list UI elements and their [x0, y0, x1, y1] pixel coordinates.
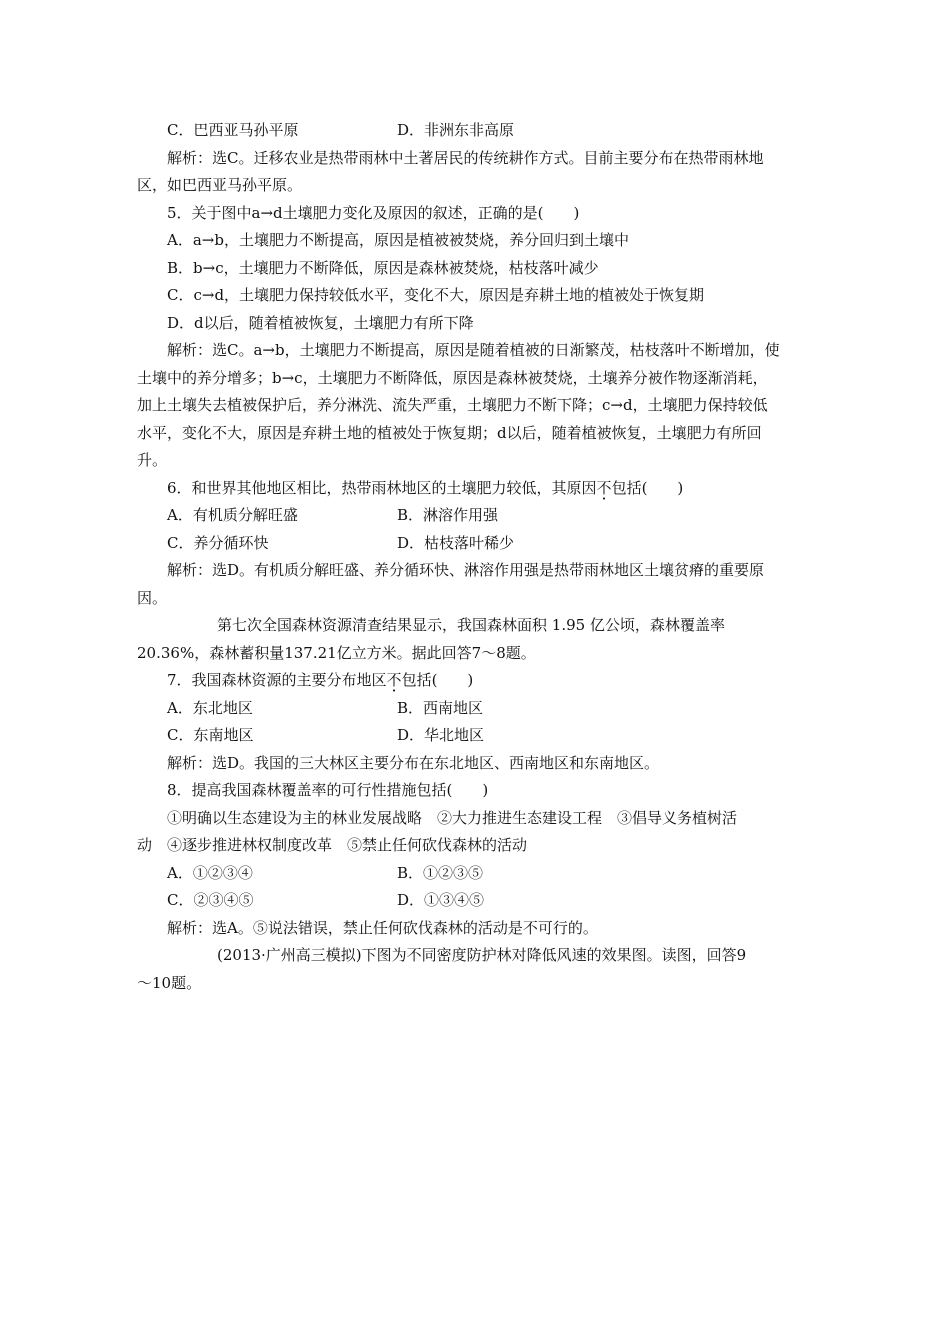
q5-analysis-line: 加上土壤失去植被保护后，养分淋洗、流失严重，土壤肥力不断下降；c→d，土壤肥力保持较低 — [137, 396, 768, 414]
q5-analysis-line: 解析：选C。a→b，土壤肥力不断提高，原因是随着植被的日渐繁茂，枯枝落叶不断增加，使 — [167, 341, 780, 359]
q5-analysis-line: 土壤中的养分增多；b→c，土壤肥力不断降低，原因是森林被焚烧，土壤养分被作物逐渐消耗， — [137, 368, 768, 387]
q6-option-d: D．枯枝落叶稀少 — [397, 533, 515, 552]
q8-items-line: ①明确以生态建设为主的林业发展战略 ②大力推进生态建设工程 ③倡导义务植树活 — [167, 808, 738, 827]
q7-option-b: B．西南地区 — [397, 698, 484, 717]
q7-options-cd — [137, 722, 817, 750]
q4-option-d: D．非洲东非高原 — [397, 121, 515, 139]
emphasis-dot-word: 不 — [386, 671, 402, 689]
q8-option-b: B．①②③⑤ — [397, 863, 484, 882]
q6-analysis-line: 因。 — [137, 588, 168, 607]
q4-options-cd — [137, 117, 817, 145]
q8-option-c: C．②③④⑤ — [167, 891, 254, 909]
q5-option-d: D．d以后，随着植被恢复，土壤肥力有所下降 — [167, 313, 474, 332]
q6-stem-text: 包括( ) — [611, 478, 684, 497]
material-9-10-line: (2013·广州高三模拟)下图为不同密度防护林对降低风速的效果图。读图，回答9 — [217, 946, 747, 964]
q4-analysis-line: 区，如巴西亚马孙平原。 — [137, 176, 303, 194]
q4-analysis-line: 解析：选C。迁移农业是热带雨林中土著居民的传统耕作方式。目前主要分布在热带雨林地 — [167, 148, 764, 167]
q8-options-ab — [137, 860, 817, 888]
material-7-8-line: 第七次全国森林资源清查结果显示，我国森林面积 1.95 亿公顷，森林覆盖率 — [217, 616, 725, 634]
q6-options-cd — [137, 530, 817, 558]
q5-analysis-line: 升。 — [137, 451, 168, 469]
q6-stem — [137, 475, 817, 503]
q5-analysis-line: 水平，变化不大，原因是弃耕土地的植被处于恢复期；d以后，随着植被恢复，土壤肥力有所回 — [137, 423, 762, 442]
emphasis-dot-word: 不 — [596, 478, 612, 497]
q8-items-line: 动 ④逐步推进林权制度改革 ⑤禁止任何砍伐森林的活动 — [137, 836, 528, 854]
q7-stem — [137, 667, 817, 695]
q7-option-c: C．东南地区 — [167, 726, 254, 744]
q7-option-a: A．东北地区 — [167, 698, 253, 717]
q8-option-a: A．①②③④ — [167, 863, 253, 882]
q7-stem-text: 包括( ) — [401, 671, 474, 689]
q6-option-a: A．有机质分解旺盛 — [167, 506, 298, 524]
q5-option-a: A．a→b，土壤肥力不断提高，原因是植被被焚烧，养分回归到土壤中 — [167, 231, 629, 249]
q8-analysis-line: 解析：选A。⑤说法错误，禁止任何砍伐森林的活动是不可行的。 — [167, 918, 598, 937]
material-9-10-line: ～10题。 — [137, 973, 202, 992]
q7-stem-text: 7．我国森林资源的主要分布地区 — [167, 671, 387, 689]
q7-analysis-line: 解析：选D。我国的三大林区主要分布在东北地区、西南地区和东南地区。 — [167, 753, 660, 772]
q7-options-ab — [137, 695, 817, 723]
q6-analysis-line: 解析：选D。有机质分解旺盛、养分循环快、淋溶作用强是热带雨林地区土壤贫瘠的重要原 — [167, 561, 765, 579]
q5-option-b: B．b→c，土壤肥力不断降低，原因是森林被焚烧，枯枝落叶减少 — [167, 258, 599, 277]
q7-option-d: D．华北地区 — [397, 726, 485, 744]
q6-options-ab — [137, 502, 817, 530]
q6-option-c: C．养分循环快 — [167, 533, 269, 552]
q8-option-d: D．①③④⑤ — [397, 891, 485, 909]
document-body — [137, 117, 817, 997]
q4-option-c: C．巴西亚马孙平原 — [167, 121, 299, 139]
q6-option-b: B．淋溶作用强 — [397, 506, 499, 524]
q8-stem: 8．提高我国森林覆盖率的可行性措施包括( ) — [167, 781, 489, 799]
q5-stem: 5．关于图中a→d土壤肥力变化及原因的叙述，正确的是( ) — [167, 203, 580, 222]
q5-option-c: C．c→d，土壤肥力保持较低水平，变化不大，原因是弃耕土地的植被处于恢复期 — [167, 286, 705, 304]
material-7-8-line: 20.36%，森林蓄积量137.21亿立方米。据此回答7～8题。 — [137, 643, 536, 662]
q8-options-cd — [137, 887, 817, 915]
q6-stem-text: 6．和世界其他地区相比，热带雨林地区的土壤肥力较低，其原因 — [167, 478, 597, 497]
